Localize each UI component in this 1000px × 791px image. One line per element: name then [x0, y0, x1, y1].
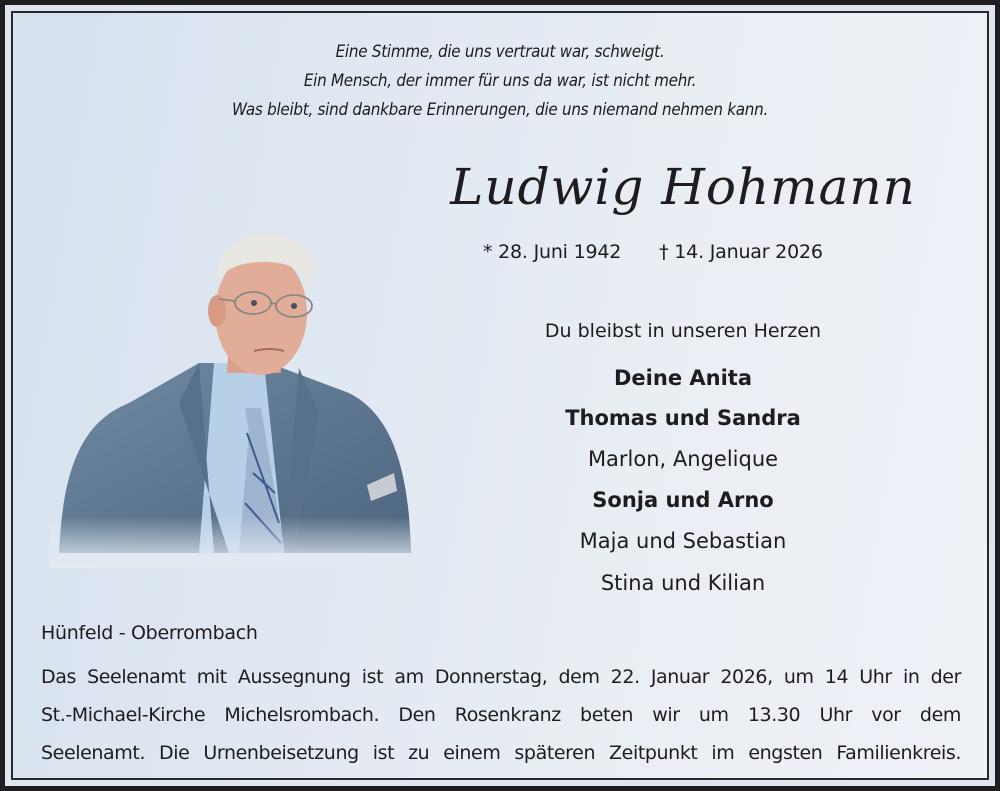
family-member: Stina und Kilian	[600, 571, 766, 595]
deceased-name: Ludwig Hohmann	[450, 158, 916, 216]
family-signature	[493, 316, 873, 604]
life-dates	[483, 241, 823, 263]
family-member: Marlon, Angelique	[587, 447, 779, 471]
birth-date: * 28. Juni 1942	[483, 241, 622, 263]
portrait-image	[49, 223, 429, 568]
portrait-photo	[49, 223, 429, 568]
obituary-frame	[5, 5, 995, 786]
farewell-line: Du bleibst in unseren Herzen	[544, 320, 822, 342]
poem-line: Eine Stimme, die uns vertraut war, schweigt.	[335, 42, 665, 61]
death-date: † 14. Januar 2026	[659, 241, 823, 263]
memorial-poem	[52, 37, 948, 124]
poem-line: Ein Mensch, der immer für uns da war, ist nicht mehr.	[303, 71, 697, 90]
family-member: Maja und Sebastian	[579, 529, 787, 553]
notice-line: Seelenamt. Die Urnenbeisetzung ist zu einem späteren Zeitpunkt im engsten Familienkreis.	[41, 742, 961, 764]
family-member: Thomas und Sandra	[565, 406, 801, 430]
family-member: Deine Anita	[614, 366, 752, 390]
notice-line: St.-Michael-Kirche Michelsrombach. Den Rosenkranz beten wir um 13.30 Uhr vor dem	[41, 704, 961, 726]
service-notice	[41, 658, 961, 772]
family-member: Sonja und Arno	[592, 488, 774, 512]
notice-line: Das Seelenamt mit Aussegnung ist am Donnerstag, dem 22. Januar 2026, um 14 Uhr in der	[41, 666, 961, 688]
poem-line: Was bleibt, sind dankbare Erinnerungen, die uns niemand nehmen kann.	[231, 100, 769, 119]
place-line: Hünfeld - Oberrombach	[41, 622, 258, 644]
obituary-panel	[11, 11, 989, 780]
